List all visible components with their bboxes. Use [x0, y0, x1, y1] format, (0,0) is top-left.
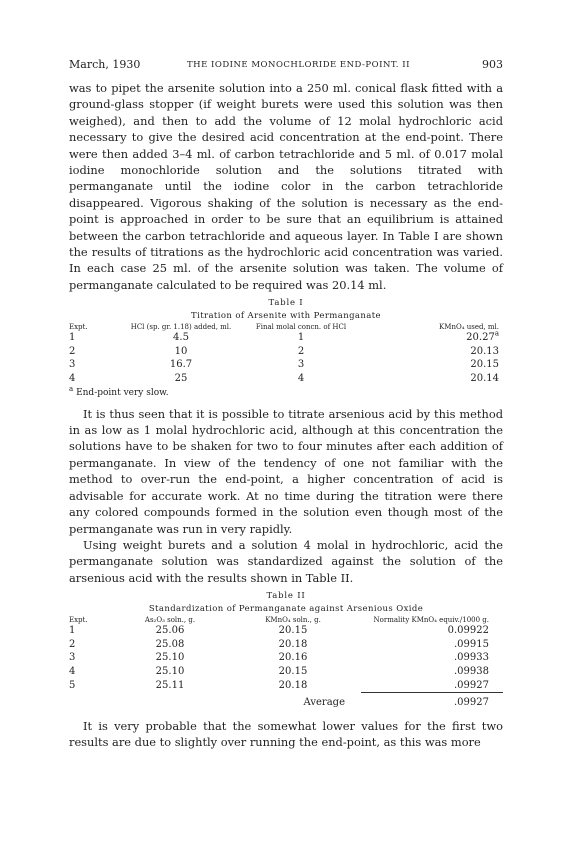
- table-2: [69, 616, 503, 710]
- footnote-mark: a: [69, 384, 74, 393]
- table-cell: 25.06: [155, 625, 185, 637]
- table-cell: .09933: [454, 652, 489, 664]
- table-cell: 20.18: [278, 679, 308, 691]
- header-date: March, 1930: [69, 58, 141, 71]
- table-cell: 16.7: [169, 359, 193, 371]
- table-cell: 5: [69, 679, 76, 691]
- table-cell: 1: [297, 332, 305, 344]
- table-row: [69, 638, 503, 652]
- table-cell: 25.10: [155, 665, 185, 677]
- table-cell: 4: [69, 373, 76, 385]
- footnote-mark: a: [494, 329, 499, 338]
- table-2-label: Table II: [266, 591, 306, 602]
- table-cell: 25.10: [155, 652, 185, 664]
- page-number: 903: [482, 58, 503, 71]
- table-cell: 25.11: [155, 679, 185, 691]
- footnote-text: End-point very slow.: [76, 387, 169, 398]
- table-cell: 2: [69, 345, 76, 357]
- table-cell: 20.15: [470, 359, 499, 371]
- table-2-header: As₂O₃ soln., g.: [144, 616, 196, 625]
- table-1-footnote: [69, 384, 503, 398]
- table-cell: 2: [297, 345, 305, 357]
- table-cell: 4: [297, 373, 305, 385]
- paragraph-4: It is very probable that the somewhat lower values for the first two results are due to slightly over running the end-point, as this was more: [69, 718, 503, 750]
- document-page: [69, 58, 503, 751]
- average-label: Average: [303, 696, 345, 708]
- table-row: [69, 651, 503, 665]
- paragraph-2: It is thus seen that it is possible to titrate arsenious acid by this method in as low as 1 molal hydrochloric acid, although at this concentration the solutions have to be shaken for two to four minutes after each addition of permanganate. In view of the tendency of one not familiar with the method to over-run the end-point, a higher concentration of acid is advisable for accurate work. At no time during the titration were there any colored compounds formed in the solution even though most of the permanganate was run in very rapidly.: [69, 406, 503, 536]
- table-cell: 20.18: [278, 638, 308, 650]
- table-1-header: KMnO₄ used, ml.: [439, 323, 499, 332]
- table-1-header: HCl (sp. gr. 1.18) added, ml.: [130, 323, 232, 332]
- paragraph-1: was to pipet the arsenite solution into a 250 ml. conical flask fitted with a ground-glass stopper (if weight burets were used this solution was then weighed), and then to add the volume of 12 molal hydrochloric acid necessary to give the desired acid concentration at the end-point. There were then added 3–4 ml. of carbon tetrachloride and 5 ml. of 0.017 molal iodine monochloride solution and the solutions titrated with permanganate until the iodine color in the carbon tetrachloride disappeared. Vigorous shaking of the solution is necessary as the end-point is approached in order to be sure that an equilibrium is attained between the carbon tetrachloride and aqueous layer. In Table I are shown the results of titrations as the hydrochloric acid concentration was varied. In each case 25 ml. of the arsenite solution was taken. The volume of permanganate calculated to be required was 20.14 ml.: [69, 81, 503, 292]
- table-cell: 25: [174, 373, 188, 385]
- table-2-header: Normality KMnO₄ equiv./1000 g.: [373, 616, 489, 625]
- table-1-title: Titration of Arsenite with Permanganate: [191, 311, 381, 322]
- table-cell: 4.5: [173, 332, 189, 344]
- table-cell: [361, 331, 503, 345]
- running-title: THE IODINE MONOCHLORIDE END-POINT. II: [187, 60, 410, 70]
- table-cell: 10: [174, 345, 188, 357]
- table-1-header: Final molal concn. of HCl: [255, 323, 347, 332]
- table-2-header: Expt.: [69, 616, 88, 625]
- table-cell: 20.15: [278, 665, 308, 677]
- table-cell: 1: [69, 332, 76, 344]
- table-row: [69, 624, 503, 638]
- table-1: [69, 323, 503, 385]
- table-cell: .09915: [454, 638, 489, 650]
- paragraph-3: Using weight burets and a solution 4 molal in hydrochloric, acid the permanganate solution was standardized against the solution of the arsenious acid with the results shown in Table II.: [69, 537, 503, 585]
- page-header: [69, 58, 503, 80]
- table-cell: 20.15: [278, 625, 308, 637]
- table-cell: 20.14: [470, 373, 499, 385]
- table-cell: 0.09922: [447, 625, 489, 637]
- table-row: [69, 345, 503, 359]
- table-row: [69, 331, 503, 345]
- table-cell: 3: [69, 359, 76, 371]
- table-cell: 20.16: [278, 652, 308, 664]
- table-cell: .09927: [454, 679, 489, 691]
- table-cell: 20.13: [470, 345, 499, 357]
- table-cell: 4: [69, 665, 76, 677]
- table-1-header: Expt.: [69, 323, 88, 332]
- table-cell: 1: [69, 625, 76, 637]
- table-row: [69, 358, 503, 372]
- table-cell: 25.08: [155, 638, 185, 650]
- table-average-row: [69, 693, 503, 710]
- table-1-label: Table I: [268, 298, 304, 309]
- table-cell-value: 20.27: [466, 332, 495, 344]
- table-2-title: Standardization of Permanganate against Arsenious Oxide: [148, 604, 424, 615]
- table-cell: 3: [69, 652, 76, 664]
- average-value: .09927: [361, 693, 503, 710]
- table-row: [69, 665, 503, 679]
- table-cell: .09938: [454, 665, 489, 677]
- table-cell: 3: [297, 359, 305, 371]
- table-row: [69, 679, 503, 693]
- table-row: [69, 372, 503, 386]
- table-2-header: KMnO₄ soln., g.: [265, 616, 321, 625]
- table-cell: 2: [69, 638, 76, 650]
